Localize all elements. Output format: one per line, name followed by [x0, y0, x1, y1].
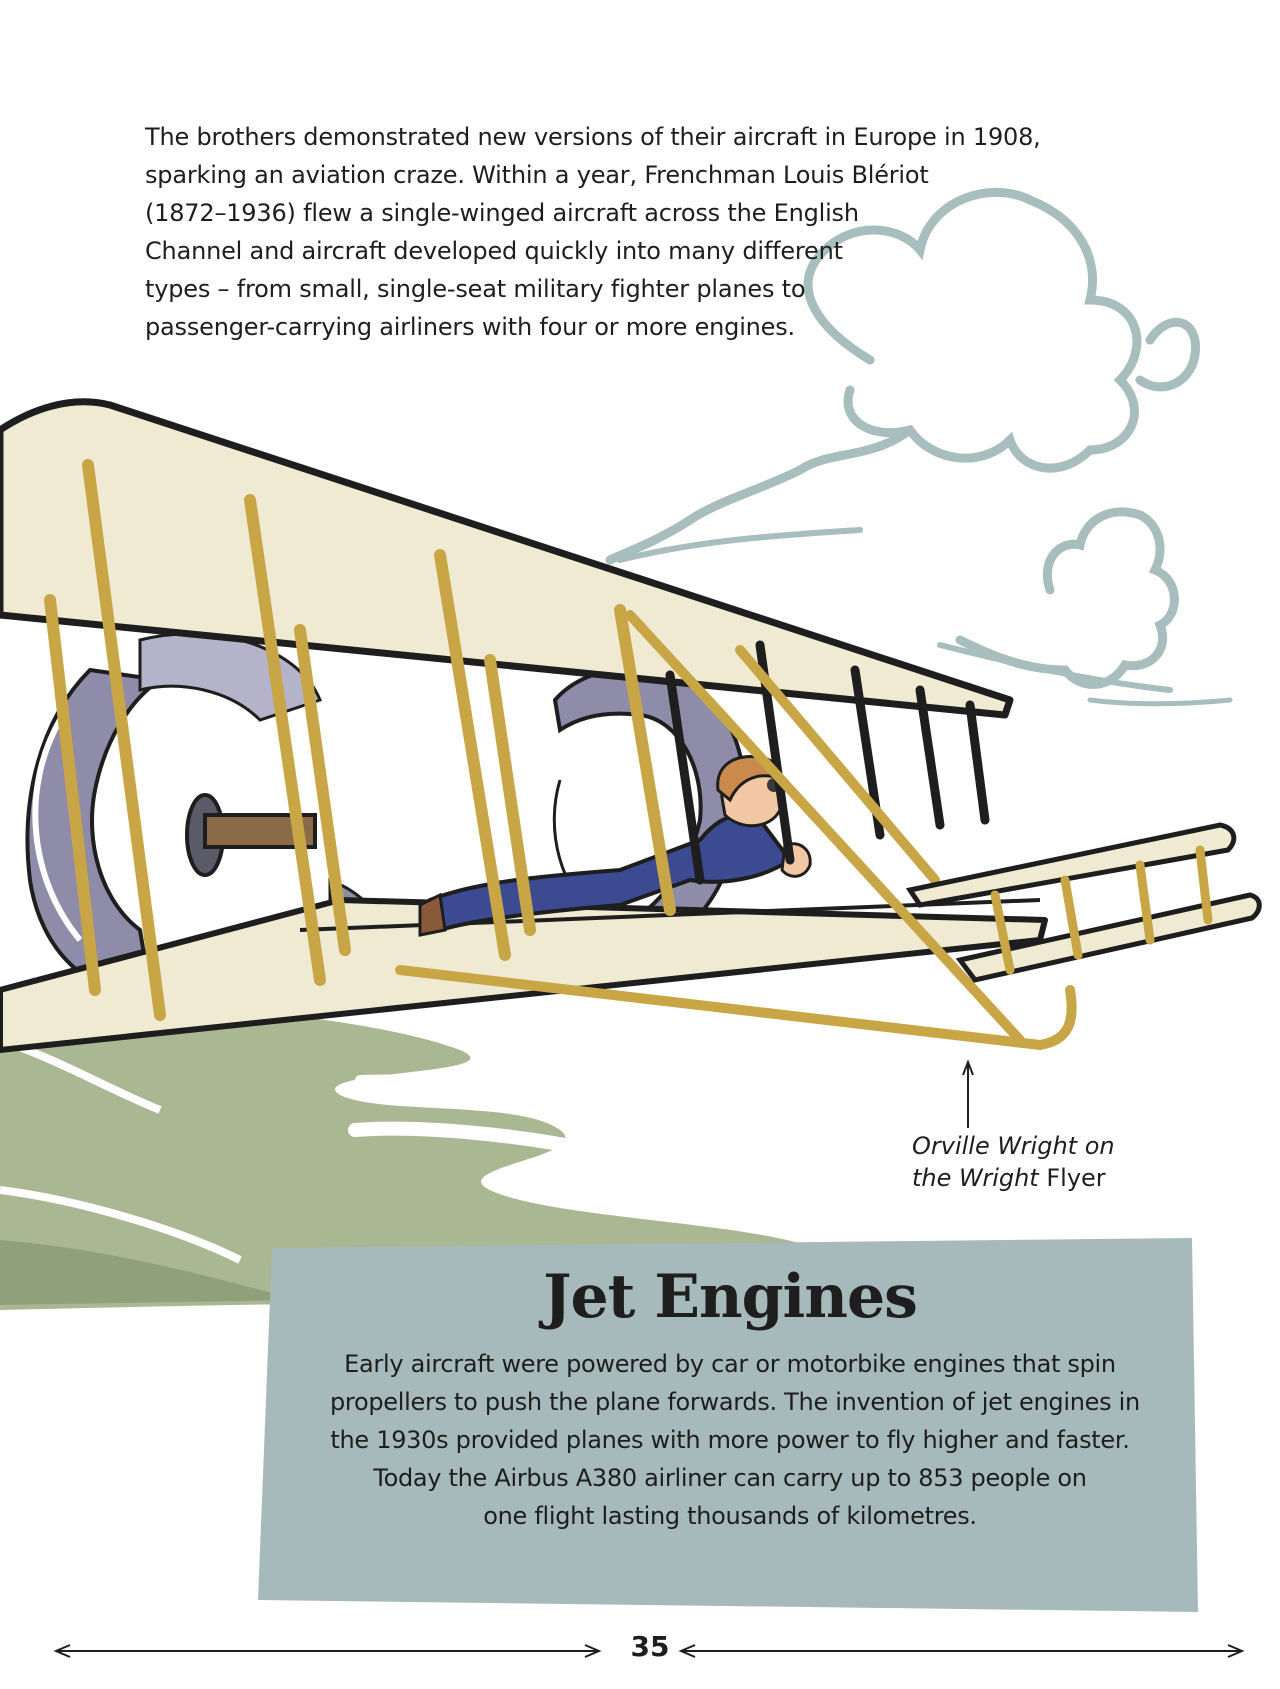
caption-italic-text: Orville Wright on	[912, 1132, 1115, 1160]
caption-line-2	[912, 1162, 1192, 1194]
jet-engines-line: Early aircraft were powered by car or motorbike engines that spin	[344, 1350, 1116, 1378]
intro-line: passenger-carrying airliners with four or more engines.	[145, 313, 795, 341]
page-number: 35	[630, 1630, 670, 1663]
jet-engines-line: Today the Airbus A380 airliner can carry up to 853 people on	[373, 1464, 1087, 1492]
jet-engines-line: propellers to push the plane forwards. The invention of jet engines in	[330, 1388, 1140, 1416]
illustration-caption	[912, 1130, 1192, 1194]
intro-paragraph	[145, 118, 1041, 346]
intro-line: types – from small, single-seat military fighter planes to	[145, 275, 806, 303]
jet-engines-line: the 1930s provided planes with more power to fly higher and faster.	[330, 1426, 1130, 1454]
caption-line-1	[912, 1130, 1192, 1162]
intro-line: The brothers demonstrated new versions of their aircraft in Europe in 1908,	[145, 123, 1041, 151]
jet-engines-paragraph	[330, 1345, 1140, 1535]
intro-line: sparking an aviation craze. Within a year, Frenchman Louis Blériot	[145, 161, 929, 189]
footer-arrow-left	[56, 1645, 599, 1657]
caption-italic-text: the Wright	[912, 1164, 1039, 1192]
caption-pointer-arrow	[963, 1062, 973, 1128]
caption-plain-text: Flyer	[1038, 1164, 1106, 1192]
intro-line: (1872–1936) flew a single-winged aircraft across the English	[145, 199, 859, 227]
jet-engines-line: one flight lasting thousands of kilometres.	[483, 1502, 977, 1530]
intro-line: Channel and aircraft developed quickly into many different	[145, 237, 843, 265]
jet-engines-heading: Jet Engines	[543, 1262, 917, 1332]
footer-arrow-right	[681, 1645, 1242, 1657]
